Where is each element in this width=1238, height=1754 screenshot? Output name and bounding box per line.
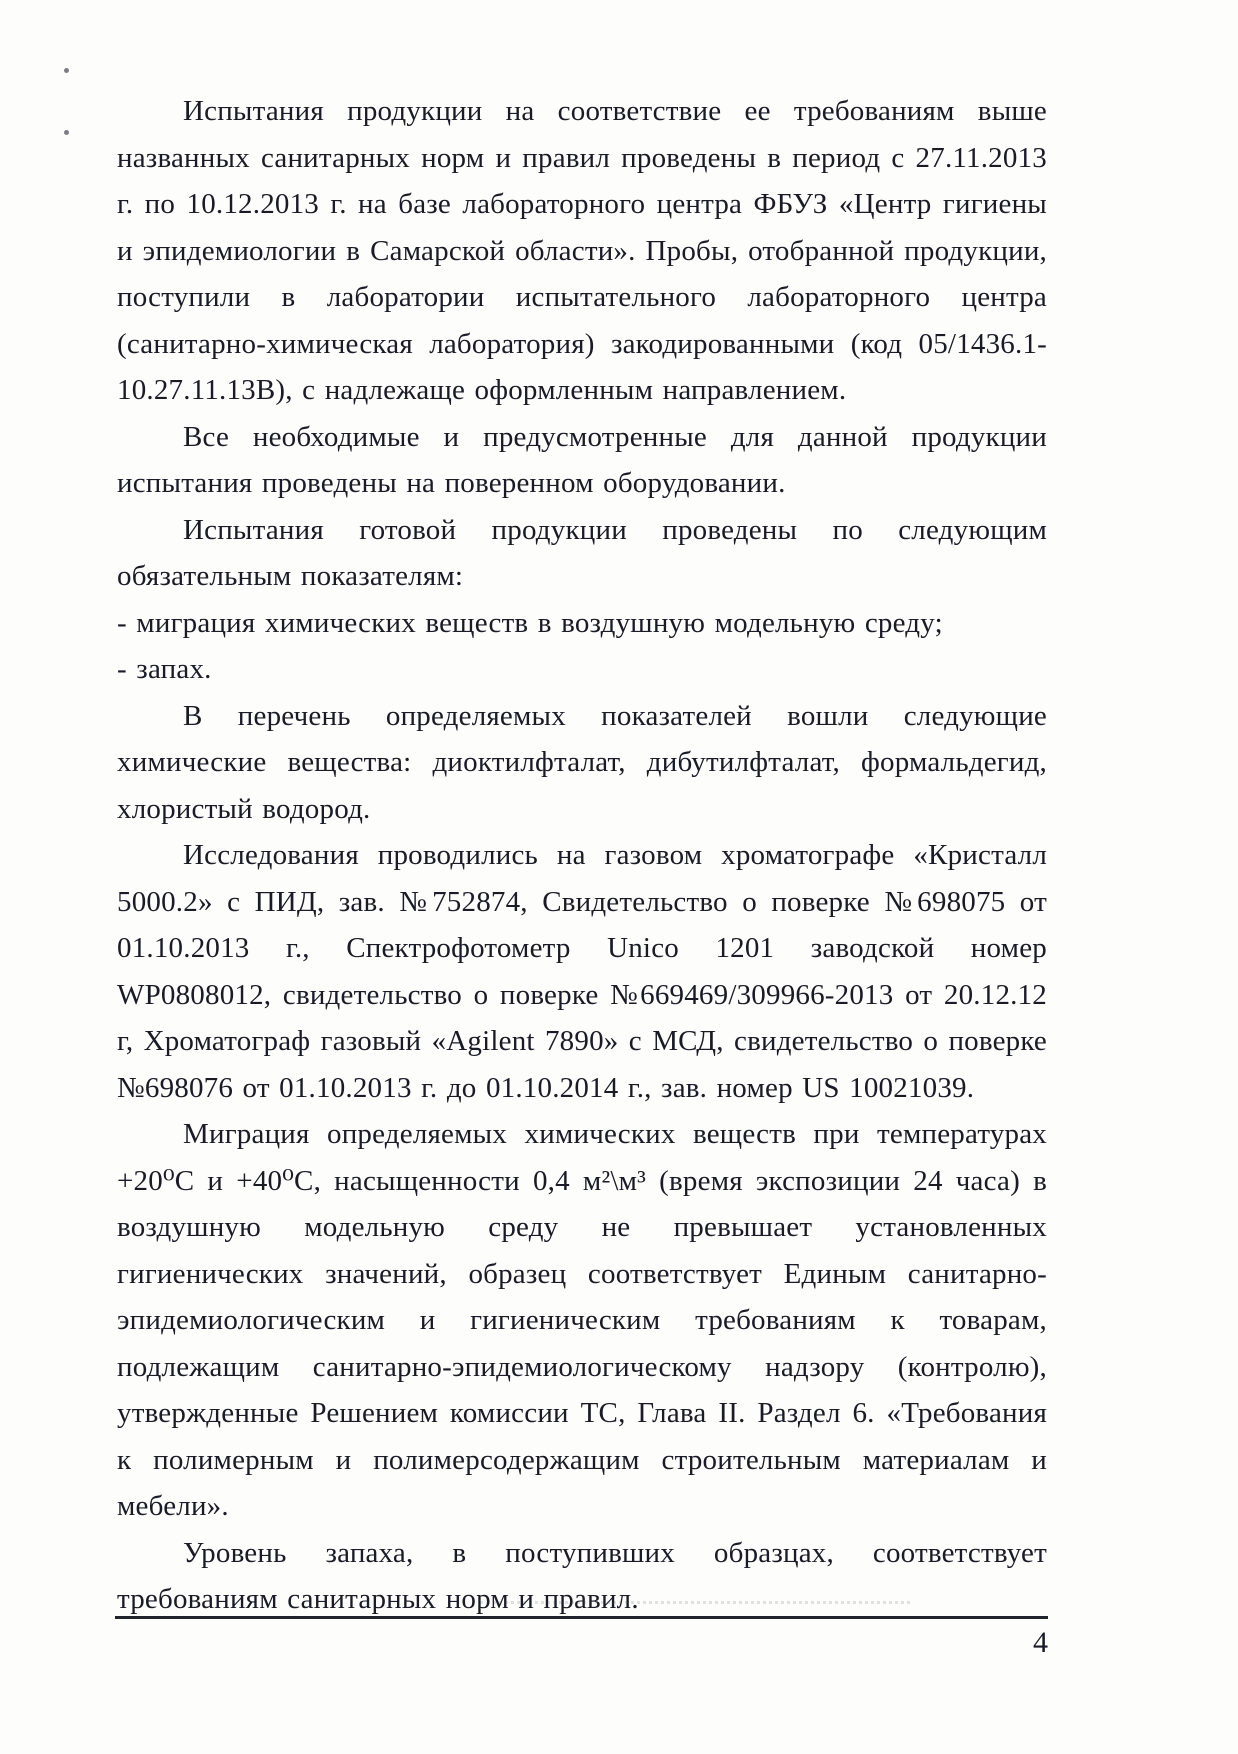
paragraph-instruments: Исследования проводились на газовом хроматографе «Кристалл 5000.2» с ПИД, зав. №752874, Свидетельство о поверке №698075 от 01.10.2013 г., Спектрофотометр Unico 1201 заводской номер WP0808012, свидетельство о поверке №669469/309966-2013 от 20.12.12 г, Хроматограф газовый «Agilent 7890» с МСД, свидетельство о поверке №698076 от 01.10.2013 г. до 01.10.2014 г., зав. номер US 10021039.: [117, 839, 1047, 1104]
scan-speck: [64, 130, 69, 135]
paragraph-odor-level: Уровень запаха, в поступивших образцах, соответствует требованиям санитарных норм и правил.: [117, 1536, 1047, 1615]
paragraph-verified-equipment: Все необходимые и предусмотренные для данной продукции испытания проведены на поверенном оборудовании.: [117, 420, 1047, 499]
paragraph-migration-results: Миграция определяемых химических веществ при температурах +20⁰С и +40⁰С, насыщенности 0,4 м²\м³ (время экспозиции 24 часа) в воздушную модельную среду не превышает установленных гигиенических значений, образец соответствует Единым санитарно-эпидемиологическим и гигиеническим требованиям к товарам, подлежащим санитарно-эпидемиологическому надзору (контролю), утвержденные Решением комиссии ТС, Глава II. Раздел 6. «Требования к полимерным и полимерсодержащим строительным материалам и мебели».: [117, 1118, 1047, 1522]
paragraph-indicators-intro: Испытания готовой продукции проведены по следующим обязательным показателям:: [117, 513, 1047, 592]
list-item-chemical-migration: - миграция химических веществ в воздушную модельную среду;: [117, 606, 943, 639]
document-body-text: [117, 88, 1047, 1623]
paragraph-chemical-substances: В перечень определяемых показателей вошли следующие химические вещества: диоктилфталат, дибутилфталат, формальдегид, хлористый водород.: [117, 699, 1047, 825]
footer-rule: [115, 1616, 1048, 1619]
page-number: 4: [1033, 1626, 1048, 1659]
scan-speck: [64, 68, 69, 73]
list-item-odor: - запах.: [117, 653, 212, 685]
paragraph-testing-period: Испытания продукции на соответствие ее требованиям выше названных санитарных норм и правил проведены в период с 27.11.2013 г. по 10.12.2013 г. на базе лабораторного центра ФБУЗ «Центр гигиены и эпидемиологии в Самарской области». Пробы, отобранной продукции, поступили в лаборатории испытательного лабораторного центра (санитарно-химическая лаборатория) закодированными (код 05/1436.1-10.27.11.13В), с надлежаще оформленным направлением.: [117, 95, 1047, 406]
faded-scan-artifact: [480, 1601, 910, 1604]
